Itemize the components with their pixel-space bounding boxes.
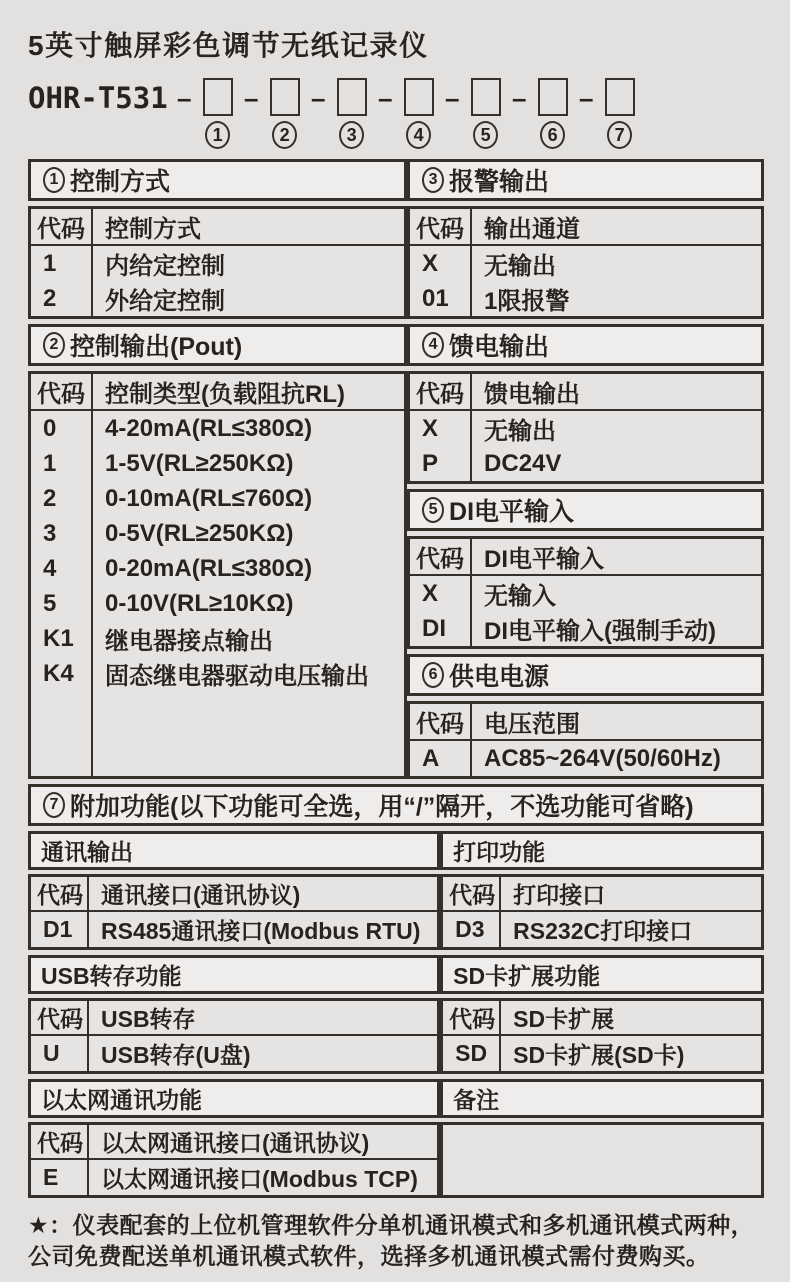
dash-separator: – xyxy=(243,83,259,113)
code-cell: E xyxy=(43,1164,59,1190)
model-digit-box xyxy=(605,78,635,116)
table-header-row xyxy=(31,1001,437,1036)
table-header-row xyxy=(410,539,761,576)
code-cell: 1 xyxy=(43,449,57,477)
code-column-header: 代码 xyxy=(443,1001,501,1034)
dash-separator: – xyxy=(444,83,460,113)
table-body-empty xyxy=(443,1125,761,1195)
desc-column-header: 馈电输出 xyxy=(484,381,581,408)
code-cell: 3 xyxy=(43,519,57,547)
model-slot-2 xyxy=(268,78,302,149)
code-cell: 5 xyxy=(43,589,57,617)
code-column xyxy=(31,246,93,316)
subsection-sd xyxy=(440,955,764,1074)
table-body xyxy=(410,411,761,481)
code-cell: X xyxy=(422,579,439,607)
code-column xyxy=(410,411,472,481)
model-digit-box xyxy=(404,78,434,116)
section-di-input xyxy=(407,489,764,649)
position-marker-2: 2 xyxy=(272,121,297,149)
table-header-row xyxy=(410,374,761,411)
code-cell: X xyxy=(422,414,439,442)
code-cell: U xyxy=(43,1040,60,1066)
section-title: 馈电输出 xyxy=(449,333,550,361)
code-cell: 01 xyxy=(422,284,449,312)
desc-cell: 0-5V(RL≥250KΩ) xyxy=(105,519,294,547)
subsection-ethernet-table xyxy=(28,1122,440,1198)
position-marker-6: 6 xyxy=(540,121,565,149)
desc-cell: DC24V xyxy=(484,449,562,477)
desc-cell: 固态继电器驱动电压输出 xyxy=(105,663,369,690)
model-slot-4 xyxy=(402,78,436,149)
code-cell: 0 xyxy=(43,414,57,442)
code-column-header: 代码 xyxy=(410,704,472,739)
code-cell: P xyxy=(422,449,439,477)
section-alarm-output xyxy=(407,159,764,319)
desc-column xyxy=(472,411,761,481)
desc-column-header: 以太网通讯接口(通讯协议) xyxy=(101,1130,370,1156)
desc-cell: 继电器接点输出 xyxy=(105,628,273,655)
section-title: 控制输出(Pout) xyxy=(70,333,243,361)
desc-cell: 4-20mA(RL≤380Ω) xyxy=(105,414,313,442)
code-cell: 2 xyxy=(43,284,57,312)
table-body xyxy=(410,576,761,646)
left-column xyxy=(28,159,407,779)
table-body xyxy=(443,1036,761,1071)
code-column-header: 代码 xyxy=(31,1125,89,1158)
position-marker-7: 7 xyxy=(607,121,632,149)
code-column xyxy=(443,912,501,947)
table-header-row xyxy=(443,1001,761,1036)
desc-column xyxy=(93,246,404,316)
section-alarm-output-table xyxy=(407,206,764,319)
subsection-remark-empty-box xyxy=(440,1122,764,1198)
desc-column-header: 输出通道 xyxy=(484,216,581,243)
desc-column xyxy=(89,1036,437,1071)
code-column xyxy=(410,741,472,776)
model-prefix: OHR-T531 xyxy=(28,81,168,115)
position-marker-5: 5 xyxy=(473,121,498,149)
code-column xyxy=(443,1036,501,1071)
section-control-output xyxy=(28,324,407,779)
desc-column-header: 控制方式 xyxy=(105,216,201,243)
desc-column-header: DI电平输入 xyxy=(484,546,605,573)
circled-number-2: 2 xyxy=(43,332,65,358)
section-additional-header xyxy=(28,784,764,826)
code-column-header: 代码 xyxy=(443,877,501,910)
desc-cell: 无输出 xyxy=(484,418,557,445)
subsection-ethernet-header: 以太网通讯功能 xyxy=(28,1079,440,1118)
subsection-comm-header: 通讯输出 xyxy=(28,831,440,870)
desc-cell: USB转存(U盘) xyxy=(101,1042,251,1068)
position-marker-4: 4 xyxy=(406,121,431,149)
desc-column xyxy=(472,246,761,316)
dash-separator: – xyxy=(578,83,594,113)
section-control-output-header xyxy=(28,324,407,366)
subsection-sd-header: SD卡扩展功能 xyxy=(440,955,764,994)
code-column xyxy=(410,246,472,316)
position-marker-3: 3 xyxy=(339,121,364,149)
subsection-print-table xyxy=(440,874,764,950)
desc-column xyxy=(472,576,761,646)
section-control-output-table xyxy=(28,371,407,779)
section-di-input-table xyxy=(407,536,764,649)
section-control-mode xyxy=(28,159,407,319)
code-cell: D1 xyxy=(43,916,73,942)
table-header-row xyxy=(31,877,437,912)
band-comm-print xyxy=(28,831,764,950)
code-column-header: 代码 xyxy=(31,209,93,244)
section-power-supply-table xyxy=(407,701,764,779)
section-power-supply xyxy=(407,654,764,779)
table-header-row xyxy=(31,1125,437,1160)
code-column xyxy=(410,576,472,646)
desc-column-header: USB转存 xyxy=(101,1006,196,1032)
code-column-header: 代码 xyxy=(410,374,472,409)
dash-separator: – xyxy=(511,83,527,113)
code-cell: D3 xyxy=(455,916,485,942)
code-cell: SD xyxy=(455,1040,488,1066)
model-digit-box xyxy=(337,78,367,116)
section-control-mode-table xyxy=(28,206,407,319)
section-title: 报警输出 xyxy=(449,168,550,196)
code-column-header: 代码 xyxy=(31,374,93,409)
desc-cell: 内给定控制 xyxy=(105,253,225,280)
model-slot-6 xyxy=(536,78,570,149)
band-ethernet-remark xyxy=(28,1079,764,1198)
model-slot-5 xyxy=(469,78,503,149)
table-body xyxy=(443,912,761,947)
model-digit-box xyxy=(538,78,568,116)
table-header-row xyxy=(31,209,404,246)
model-slot-3 xyxy=(335,78,369,149)
table-body xyxy=(410,741,761,776)
circled-number-3: 3 xyxy=(422,167,444,193)
model-digit-box xyxy=(203,78,233,116)
desc-cell: 1-5V(RL≥250KΩ) xyxy=(105,449,294,477)
circled-number-4: 4 xyxy=(422,332,444,358)
page-title: 5英寸触屏彩色调节无纸记录仪 xyxy=(28,30,429,61)
desc-cell: DI电平输入(强制手动) xyxy=(484,618,717,645)
desc-column xyxy=(89,912,437,947)
table-body xyxy=(31,411,404,776)
desc-cell: SD卡扩展(SD卡) xyxy=(513,1042,685,1068)
desc-cell: 外给定控制 xyxy=(105,288,225,315)
desc-column-header: 控制类型(负载阻抗RL) xyxy=(105,381,345,408)
subsection-remark-header: 备注 xyxy=(440,1079,764,1118)
code-column-header: 代码 xyxy=(410,209,472,244)
subsection-print-header: 打印功能 xyxy=(440,831,764,870)
footnote: ★：仪表配套的上位机管理软件分单机通讯模式和多机通讯模式两种，公司免费配送单机通讯模式软件，选择多机通讯模式需付费购买。 xyxy=(28,1212,755,1269)
subsection-usb-table xyxy=(28,998,440,1074)
table-header-row xyxy=(410,704,761,741)
code-cell: 1 xyxy=(43,249,57,277)
table-body xyxy=(31,912,437,947)
desc-column xyxy=(93,411,404,776)
circled-number-7: 7 xyxy=(43,792,65,818)
desc-cell: 0-10mA(RL≤760Ω) xyxy=(105,484,313,512)
section-title: 供电电源 xyxy=(449,663,550,691)
upper-sections xyxy=(28,159,764,779)
circled-number-5: 5 xyxy=(422,497,444,523)
desc-column-header: SD卡扩展 xyxy=(513,1006,615,1032)
code-column-header: 代码 xyxy=(31,1001,89,1034)
desc-cell: RS485通讯接口(Modbus RTU) xyxy=(101,918,421,944)
desc-column xyxy=(501,912,761,947)
section-feed-output xyxy=(407,324,764,484)
subsection-remark xyxy=(440,1079,764,1198)
table-header-row xyxy=(31,374,404,411)
dash-separator: – xyxy=(377,83,393,113)
subsection-usb-header: USB转存功能 xyxy=(28,955,440,994)
desc-cell: 0-20mA(RL≤380Ω) xyxy=(105,554,313,582)
subsection-comm xyxy=(28,831,440,950)
section-control-mode-header xyxy=(28,159,407,201)
desc-column-header: 通讯接口(通讯协议) xyxy=(101,882,301,908)
code-column xyxy=(31,411,93,776)
subsection-ethernet xyxy=(28,1079,440,1198)
table-header-row xyxy=(410,209,761,246)
code-cell: K4 xyxy=(43,659,74,687)
code-column xyxy=(31,1036,89,1071)
table-header-row xyxy=(443,877,761,912)
model-digit-box xyxy=(471,78,501,116)
section-alarm-output-header xyxy=(407,159,764,201)
subsection-print xyxy=(440,831,764,950)
circled-number-6: 6 xyxy=(422,662,444,688)
code-cell: K1 xyxy=(43,624,74,652)
table-body xyxy=(31,1160,437,1195)
desc-column xyxy=(501,1036,761,1071)
desc-cell: AC85~264V(50/60Hz) xyxy=(484,744,721,772)
section-feed-output-table xyxy=(407,371,764,484)
code-cell: 4 xyxy=(43,554,57,582)
section-feed-output-header xyxy=(407,324,764,366)
table-body xyxy=(410,246,761,316)
section-di-input-header xyxy=(407,489,764,531)
desc-cell: 0-10V(RL≥10KΩ) xyxy=(105,589,294,617)
code-cell: 2 xyxy=(43,484,57,512)
desc-cell: 以太网通讯接口(Modbus TCP) xyxy=(101,1166,418,1192)
desc-cell: 1限报警 xyxy=(484,288,570,315)
desc-cell: 无输入 xyxy=(484,583,557,610)
band-usb-sd xyxy=(28,955,764,1074)
code-cell: A xyxy=(422,744,440,772)
section-power-supply-header xyxy=(407,654,764,696)
subsection-usb xyxy=(28,955,440,1074)
code-cell: DI xyxy=(422,614,447,642)
model-digit-box xyxy=(270,78,300,116)
dash-separator: – xyxy=(310,83,326,113)
section-title: 控制方式 xyxy=(70,168,171,196)
desc-column-header: 电压范围 xyxy=(484,711,581,738)
subsection-sd-table xyxy=(440,998,764,1074)
section-title: 附加功能(以下功能可全选，用“/”隔开，不选功能可省略) xyxy=(70,793,694,821)
code-column-header: 代码 xyxy=(410,539,472,574)
code-cell: X xyxy=(422,249,439,277)
section-additional xyxy=(28,784,764,1198)
code-column xyxy=(31,1160,89,1195)
subsection-comm-table xyxy=(28,874,440,950)
right-column xyxy=(407,159,764,779)
table-body xyxy=(31,1036,437,1071)
ordering-table xyxy=(28,159,764,1198)
desc-column-header: 打印接口 xyxy=(513,882,606,908)
desc-cell: 无输出 xyxy=(484,253,557,280)
dash-separator: – xyxy=(176,83,192,113)
model-slot-7 xyxy=(603,78,637,149)
model-slot-1 xyxy=(201,78,235,149)
desc-column xyxy=(89,1160,437,1195)
position-marker-1: 1 xyxy=(205,121,230,149)
section-title: DI电平输入 xyxy=(449,498,575,526)
code-column xyxy=(31,912,89,947)
model-number-row xyxy=(28,78,764,149)
table-body xyxy=(31,246,404,316)
desc-cell: RS232C打印接口 xyxy=(513,918,693,944)
circled-number-1: 1 xyxy=(43,167,65,193)
desc-column xyxy=(472,741,761,776)
code-column-header: 代码 xyxy=(31,877,89,910)
